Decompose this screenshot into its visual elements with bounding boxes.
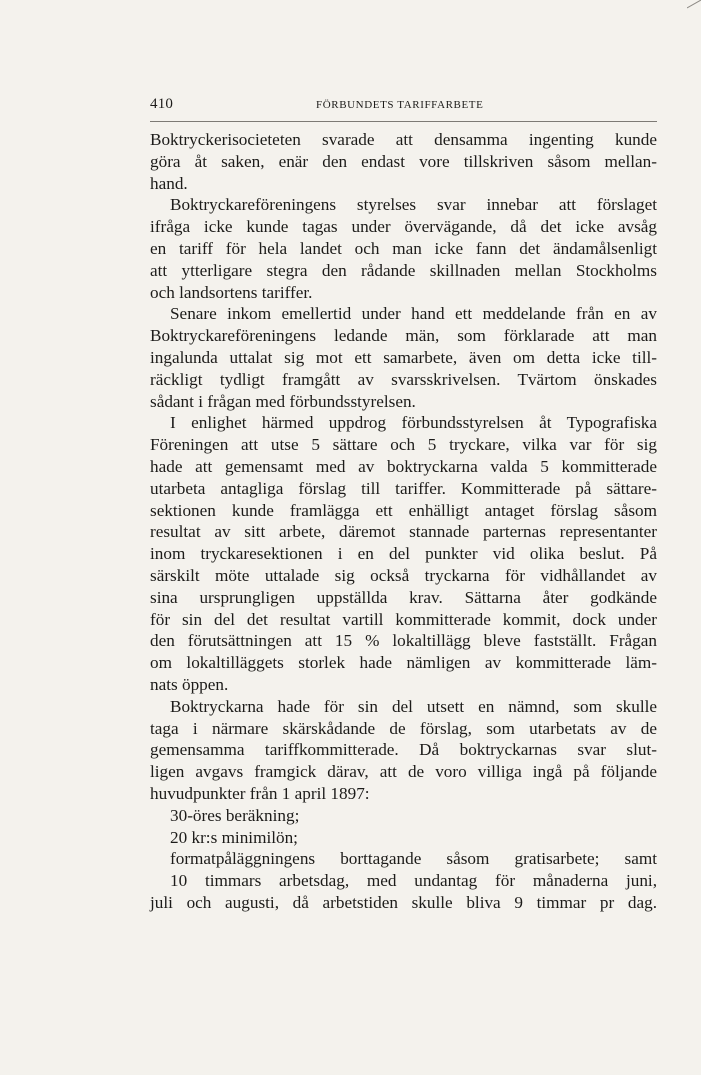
text-line: ligen avgavs framgick därav, att de voro villiga ingå på följande [150, 762, 657, 782]
running-title: FÖRBUNDETS TARIFFARBETE [316, 99, 484, 111]
text-line: Boktryckareföreningens ledande män, som förklarade att man [150, 326, 657, 346]
body-text [150, 129, 657, 914]
text-line: utarbeta antagliga förslag till tariffer. Kommitterade på sättare- [150, 478, 657, 498]
text-line: Föreningen att utse 5 sättare och 5 tryckare, vilka var för sig [150, 435, 657, 455]
text-line: 20 kr:s minimilön; [170, 827, 298, 847]
text-line: hade att gemensamt med av boktryckarna valda 5 kommitterade [150, 456, 657, 476]
text-line: ifråga icke kunde tagas under övervägande, då det icke avsåg [150, 217, 657, 237]
text-line: huvudpunkter från 1 april 1897: [150, 783, 370, 803]
page-header [150, 96, 657, 116]
text-line: göra åt saken, enär den endast vore tillskriven såsom mellan- [150, 151, 657, 171]
text-line: den förutsättningen att 15 % lokaltillägg bleve fastställt. Frågan [150, 631, 657, 651]
text-line: hand. [150, 173, 188, 193]
text-line: om lokaltilläggets storlek hade nämligen av kommitterade läm- [150, 653, 657, 673]
text-line: för sin del det resultat vartill kommitterade kommit, dock under [150, 609, 657, 629]
text-line: gemensamma tariffkommitterade. Då boktryckarnas svar slut- [150, 740, 657, 760]
text-line: 30-öres beräkning; [170, 805, 300, 825]
text-line: räckligt tydligt framgått av svarsskrivelsen. Tvärtom önskades [150, 369, 657, 389]
header-rule [150, 121, 657, 122]
page-number: 410 [150, 96, 174, 112]
text-line: en tariff för hela landet och man icke fann det ändamålsenligt [150, 238, 657, 258]
text-line: 10 timmars arbetsdag, med undantag för månaderna juni, [170, 871, 657, 891]
text-line: inom tryckaresektionen i en del punkter vid olika beslut. På [150, 544, 657, 564]
text-line: ingalunda uttalat sig mot ett samarbete, även om detta icke till- [150, 347, 657, 367]
text-line: nats öppen. [150, 674, 229, 694]
text-line: Boktryckareföreningens styrelses svar innebar att förslaget [170, 195, 657, 215]
text-line: Senare inkom emellertid under hand ett meddelande från en av [170, 304, 657, 324]
text-line: formatpåläggningens borttagande såsom gratisarbete; samt [170, 849, 657, 869]
text-line: sektionen kunde framlägga ett enhälligt antaget förslag såsom [150, 500, 657, 520]
text-line: sina ursprungligen uppställda krav. Sättarna åter godkände [150, 587, 657, 607]
text-line: Boktryckarna hade för sin del utsett en nämnd, som skulle [170, 696, 657, 716]
text-line: I enlighet härmed uppdrog förbundsstyrelsen åt Typografiska [170, 413, 657, 433]
text-line: och landsortens tariffer. [150, 282, 313, 302]
text-line: resultat av sitt arbete, däremot stannade parternas representanter [150, 522, 657, 542]
text-line: särskilt möte uttalade sig också tryckarna för vidhållandet av [150, 565, 657, 585]
text-line: Boktryckerisocieteten svarade att densamma ingenting kunde [150, 130, 657, 149]
text-line: sådant i frågan med förbundsstyrelsen. [150, 391, 416, 411]
text-line: taga i närmare skärskådande de förslag, som utarbetats av de [150, 718, 657, 738]
text-line: juli och augusti, då arbetstiden skulle bliva 9 timmar pr dag. [150, 892, 657, 912]
text-line: att ytterligare stegra den rådande skillnaden mellan Stockholms [150, 260, 657, 280]
page-corner-mark [687, 0, 701, 10]
